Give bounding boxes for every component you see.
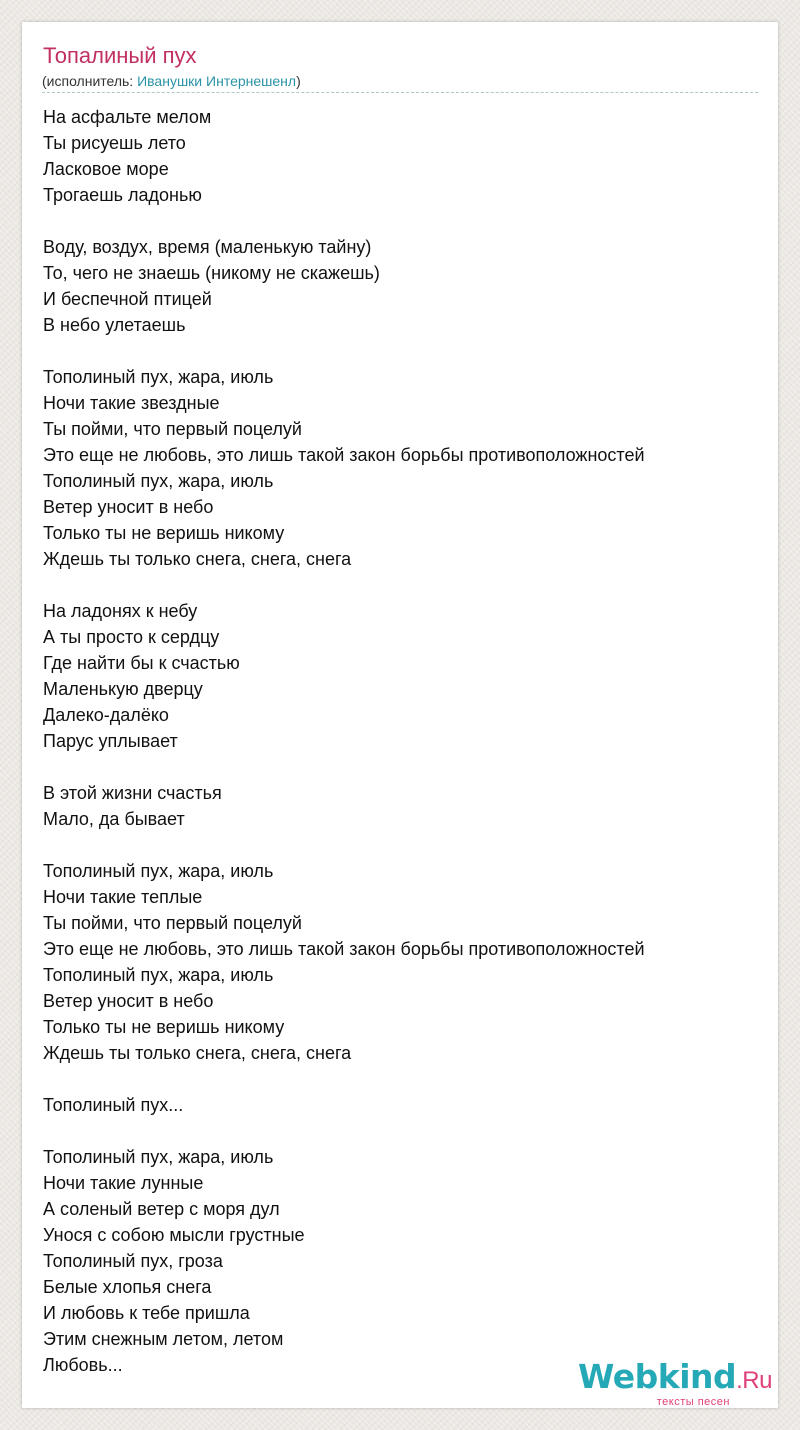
lyrics-line: На асфальте мелом: [43, 107, 212, 127]
lyrics-line: Любовь...: [43, 1355, 123, 1375]
lyrics-line: Ждешь ты только снега, снега, снега: [43, 1043, 352, 1063]
lyrics-line: Только ты не веришь никому: [43, 523, 285, 543]
lyrics-stanza: [43, 1144, 763, 1378]
lyrics-line: Далеко-далёко: [43, 705, 169, 725]
lyrics-line: Ветер уносит в небо: [43, 497, 214, 517]
lyrics-line: Воду, воздух, время (маленькую тайну): [43, 237, 372, 257]
lyrics-line: Мало, да бывает: [43, 809, 185, 829]
title-divider: [42, 92, 758, 93]
lyrics-line: Ласковое море: [43, 159, 169, 179]
lyrics-line: Трогаешь ладонью: [43, 185, 202, 205]
artist-line: [42, 72, 301, 90]
lyrics-line: Парус уплывает: [43, 731, 178, 751]
song-title: Топалиный пух: [43, 43, 197, 68]
logo-tld: .Ru: [736, 1367, 772, 1394]
lyrics-line: Ждешь ты только снега, снега, снега: [43, 549, 352, 569]
lyrics-stanza: [43, 780, 763, 832]
lyrics-line: Тополиный пух, жара, июль: [43, 471, 274, 491]
lyrics-line: Ночи такие теплые: [43, 887, 203, 907]
lyrics-line: Тополиный пух...: [43, 1095, 184, 1115]
logo-tagline: тексты песен: [656, 1396, 730, 1408]
lyrics-line: Ты рисуешь лето: [43, 133, 186, 153]
lyrics-line: А соленый ветер с моря дул: [43, 1199, 280, 1219]
lyrics-line: На ладонях к небу: [43, 601, 198, 621]
lyrics-line: Тополиный пух, жара, июль: [43, 965, 274, 985]
lyrics-line: Этим снежным летом, летом: [43, 1329, 284, 1349]
lyrics-line: В небо улетаешь: [43, 315, 186, 335]
lyrics-stanza: [43, 598, 763, 754]
artist-prefix: (исполнитель:: [42, 73, 138, 89]
lyrics-line: В этой жизни счастья: [43, 783, 222, 803]
lyrics-stanza: [43, 858, 763, 1066]
lyrics-line: А ты просто к сердцу: [43, 627, 220, 647]
lyrics-line: Унося с собою мысли грустные: [43, 1225, 305, 1245]
lyrics-line: Ночи такие звездные: [43, 393, 220, 413]
lyrics-line: Тополиный пух, жара, июль: [43, 367, 274, 387]
lyrics-line: Ты пойми, что первый поцелуй: [43, 419, 302, 439]
lyrics-stanza: [43, 234, 763, 338]
lyrics-line: Маленькую дверцу: [43, 679, 203, 699]
lyrics-line: Это еще не любовь, это лишь такой закон борьбы противоположностей: [43, 939, 645, 959]
lyrics-line: И любовь к тебе пришла: [43, 1303, 250, 1323]
lyrics-stanza: [43, 1092, 763, 1118]
lyrics-line: Это еще не любовь, это лишь такой закон борьбы противоположностей: [43, 445, 645, 465]
logo-wordmark: [578, 1359, 772, 1399]
lyrics-stanza: [43, 104, 763, 208]
artist-link[interactable]: Иванушки Интернешенл: [137, 73, 297, 89]
lyrics-line: Белые хлопья снега: [43, 1277, 212, 1297]
lyrics-line: Тополиный пух, гроза: [43, 1251, 223, 1271]
lyrics-line: Где найти бы к счастью: [43, 653, 240, 673]
lyrics-line: Только ты не веришь никому: [43, 1017, 285, 1037]
lyrics-line: То, чего не знаешь (никому не скажешь): [43, 263, 380, 283]
lyrics-card: [22, 22, 778, 1408]
lyrics-line: Тополиный пух, жара, июль: [43, 1147, 274, 1167]
artist-suffix: ): [296, 73, 301, 89]
lyrics-text: [43, 104, 763, 1404]
lyrics-line: Ветер уносит в небо: [43, 991, 214, 1011]
lyrics-line: Тополиный пух, жара, июль: [43, 861, 274, 881]
lyrics-stanza: [43, 364, 763, 572]
lyrics-line: Ты пойми, что первый поцелуй: [43, 913, 302, 933]
site-logo[interactable]: [578, 1359, 772, 1408]
lyrics-line: Ночи такие лунные: [43, 1173, 204, 1193]
logo-name: Webkind: [578, 1357, 737, 1396]
lyrics-line: И беспечной птицей: [43, 289, 212, 309]
